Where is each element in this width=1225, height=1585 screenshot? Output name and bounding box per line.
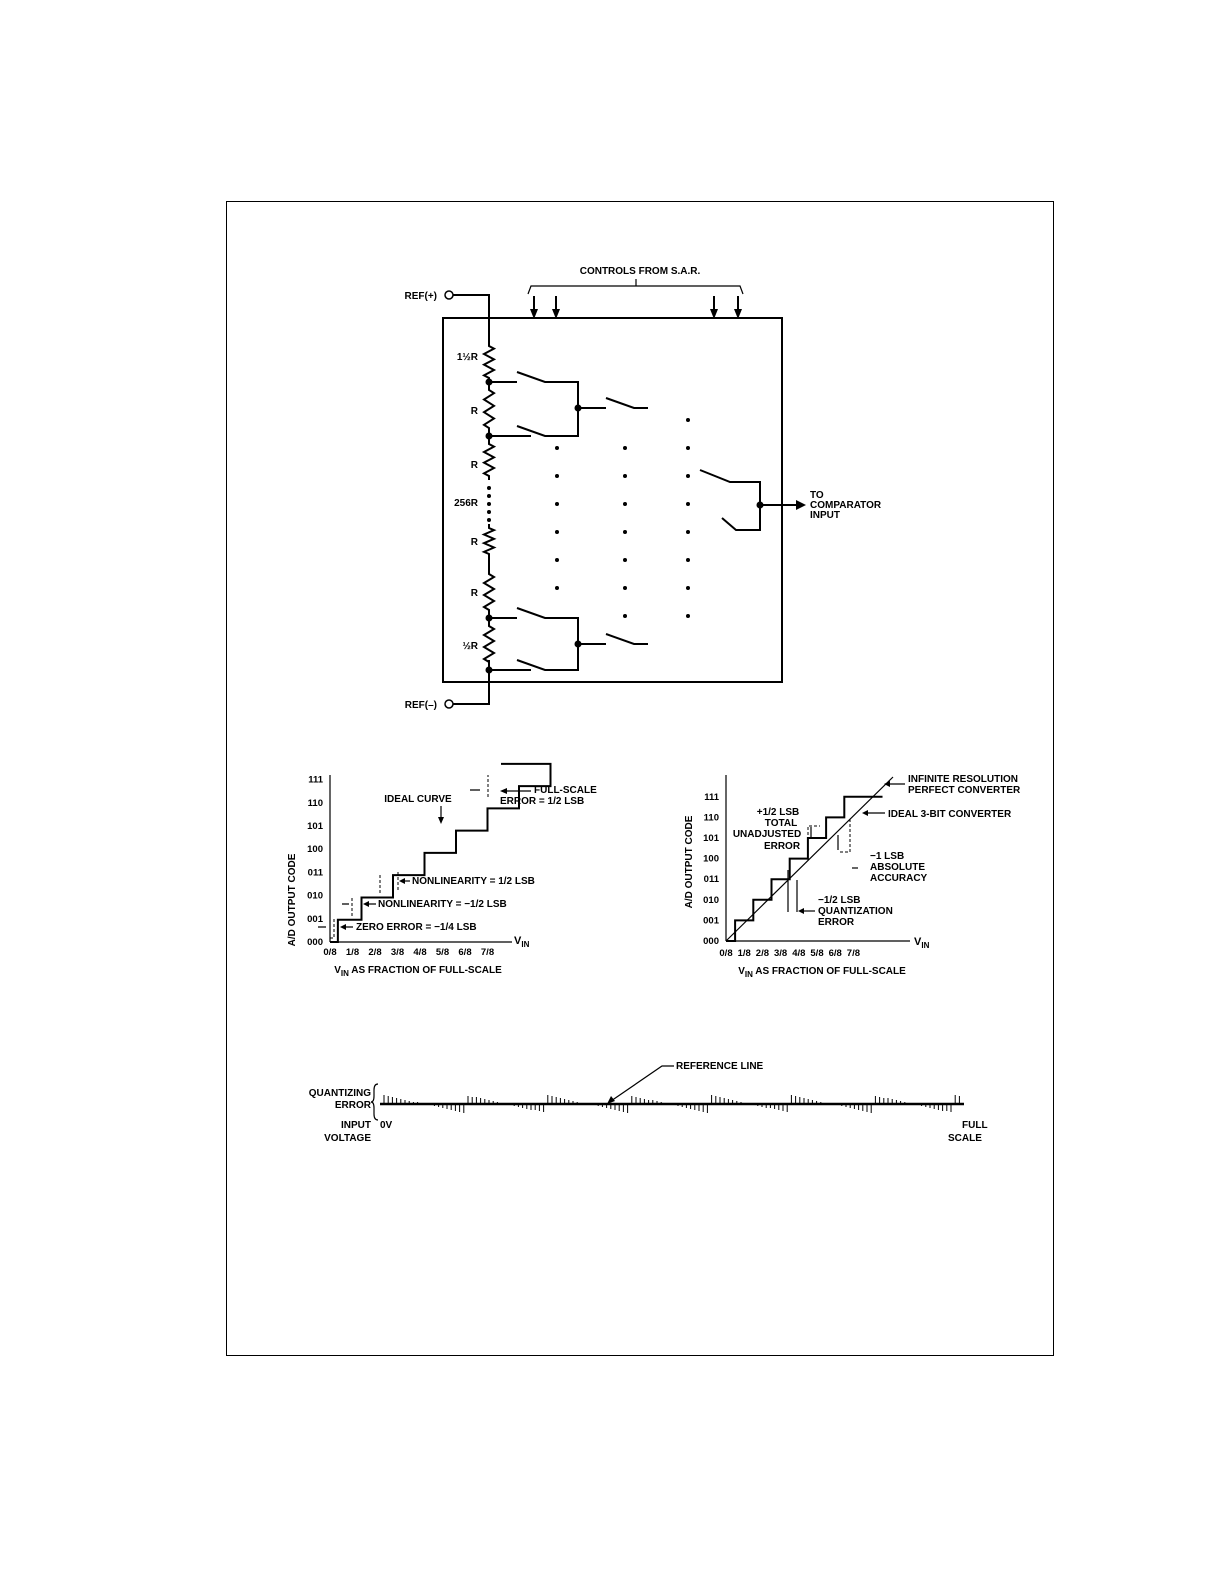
resistor-ladder-diagram (405, 266, 882, 711)
right-ylabel: A/D OUTPUT CODE (684, 815, 695, 909)
control-arrows (530, 296, 742, 319)
left-ytick: 001 (307, 913, 323, 925)
resistor-label-0: 1½R (456, 352, 478, 363)
resistor-1 (484, 386, 494, 432)
left-ytick: 011 (307, 867, 323, 879)
right-ytick: 010 (703, 894, 719, 906)
left-xtick: 0/8 (323, 947, 337, 958)
right-quant-1: −1/2 LSB (818, 895, 861, 906)
right-quant-2: QUANTIZATION (818, 906, 893, 917)
left-ytick: 010 (307, 890, 323, 902)
error-chart-left (287, 764, 597, 978)
left-zero-error: ZERO ERROR = −1/4 LSB (356, 922, 477, 933)
left-ytick: 111 (308, 774, 323, 786)
quantizing-label-2: ERROR (334, 1100, 371, 1111)
left-xtick: 5/8 (435, 947, 450, 958)
resistor-2 (484, 440, 494, 480)
right-ytick: 001 (703, 915, 719, 927)
left-ytick: 000 (307, 937, 323, 948)
output-label-2: COMPARATOR (810, 500, 882, 511)
ref-plus-label: REF(+) (404, 291, 437, 302)
resistor-0 (484, 342, 494, 382)
top-switch-second-stage (578, 398, 648, 408)
quantizing-label-1: QUANTIZING (308, 1088, 371, 1099)
resistor-5 (484, 570, 494, 614)
quantizing-error-strip (309, 1061, 988, 1144)
zero-volt-label: 0V (380, 1120, 393, 1131)
right-x-tick-labels (719, 948, 860, 959)
left-ylabel: A/D OUTPUT CODE (287, 853, 298, 947)
right-tue-2: TOTAL (764, 818, 798, 829)
ladder-box (443, 318, 782, 682)
left-ytick: 110 (307, 797, 323, 809)
right-vin-label: $V_{IN}$ (914, 936, 930, 950)
right-perfect-1: INFINITE RESOLUTION (908, 774, 1018, 785)
right-tue-3: UNADJUSTED (732, 829, 802, 840)
input-label-2: VOLTAGE (324, 1133, 371, 1144)
right-abs-1: −1 LSB (870, 851, 905, 862)
resistor-label-5: R (470, 588, 478, 599)
quantizing-brace (371, 1084, 378, 1120)
right-ytick: 000 (703, 936, 719, 947)
left-xtick: 4/8 (413, 947, 427, 958)
error-chart-right (684, 774, 1021, 979)
left-ytick: 101 (307, 821, 323, 832)
resistor-6 (484, 622, 494, 666)
right-ideal-3bit: IDEAL 3-BIT CONVERTER (888, 809, 1012, 820)
right-perfect-2: PERFECT CONVERTER (908, 785, 1021, 796)
right-tue-1: +1/2 LSB (756, 807, 800, 818)
right-xtick: 1/8 (737, 948, 751, 959)
ref-minus-label: REF(–) (404, 700, 437, 711)
right-tue-4: ERROR (763, 841, 801, 852)
right-y-tick-labels (703, 792, 720, 947)
left-nonlin-neg: NONLINEARITY = −1/2 LSB (378, 899, 507, 910)
resistor-label-3: 256R (454, 498, 478, 509)
left-vin-label: $V_{IN}$ (514, 935, 530, 949)
left-xlabel: $V_{IN}$ AS FRACTION OF FULL-SCALE (334, 965, 502, 978)
right-xtick: 2/8 (755, 948, 770, 959)
right-xtick: 3/8 (773, 948, 788, 959)
resistor-label-1: R (470, 406, 478, 417)
right-ytick: 110 (703, 812, 719, 824)
left-xtick: 7/8 (480, 947, 495, 958)
full-scale-label-1: FULL (962, 1120, 988, 1131)
left-ytick: 100 (307, 844, 323, 856)
resistor-label-2: R (470, 460, 478, 471)
left-fullscale-1: FULL-SCALE (534, 785, 597, 796)
controls-label: CONTROLS FROM S.A.R. (579, 266, 701, 277)
left-xtick: 3/8 (390, 947, 405, 958)
left-x-tick-labels (323, 947, 494, 958)
resistor-4 (484, 524, 494, 558)
resistor-label-6: ½R (462, 641, 478, 652)
right-ideal-3bit-curve (726, 797, 883, 941)
bottom-switch-second-stage (578, 634, 648, 644)
full-scale-label-2: SCALE (948, 1133, 982, 1144)
right-xtick: 5/8 (810, 948, 824, 959)
reference-line-label: REFERENCE LINE (676, 1061, 764, 1072)
output-label-3: INPUT (810, 510, 840, 521)
output-label-1: TO (810, 490, 824, 501)
controls-bracket (528, 286, 743, 294)
right-ytick: 100 (703, 853, 719, 865)
ref-plus-terminal (445, 291, 453, 299)
right-ytick: 011 (703, 874, 719, 886)
input-label-1: INPUT (341, 1120, 371, 1131)
output-switch (700, 470, 760, 530)
right-quant-3: ERROR (818, 917, 855, 928)
ladder-dots (555, 418, 690, 618)
left-fullscale-2: ERROR = 1/2 LSB (500, 796, 585, 807)
right-abs-2: ABSOLUTE (870, 862, 925, 873)
ref-minus-terminal (445, 700, 453, 708)
resistor-chain (454, 332, 494, 674)
left-y-tick-labels (307, 775, 324, 948)
right-ytick: 111 (704, 791, 719, 803)
top-switch-pair (489, 372, 578, 436)
left-xtick: 2/8 (368, 947, 382, 958)
right-abs-3: ACCURACY (870, 873, 928, 884)
left-xtick: 6/8 (458, 947, 472, 958)
right-xtick: 4/8 (792, 948, 806, 959)
left-xtick: 1/8 (345, 947, 360, 958)
bottom-switch-pair (489, 608, 578, 670)
right-xtick: 7/8 (846, 948, 861, 959)
left-ideal-label: IDEAL CURVE (384, 794, 452, 805)
right-ytick: 101 (703, 833, 719, 844)
resistor-label-4: R (470, 537, 478, 548)
right-xtick: 0/8 (719, 948, 733, 959)
left-nonlin-pos: NONLINEARITY = 1/2 LSB (412, 876, 535, 887)
right-xlabel: $V_{IN}$ AS FRACTION OF FULL-SCALE (738, 966, 906, 979)
right-xtick: 6/8 (828, 948, 842, 959)
